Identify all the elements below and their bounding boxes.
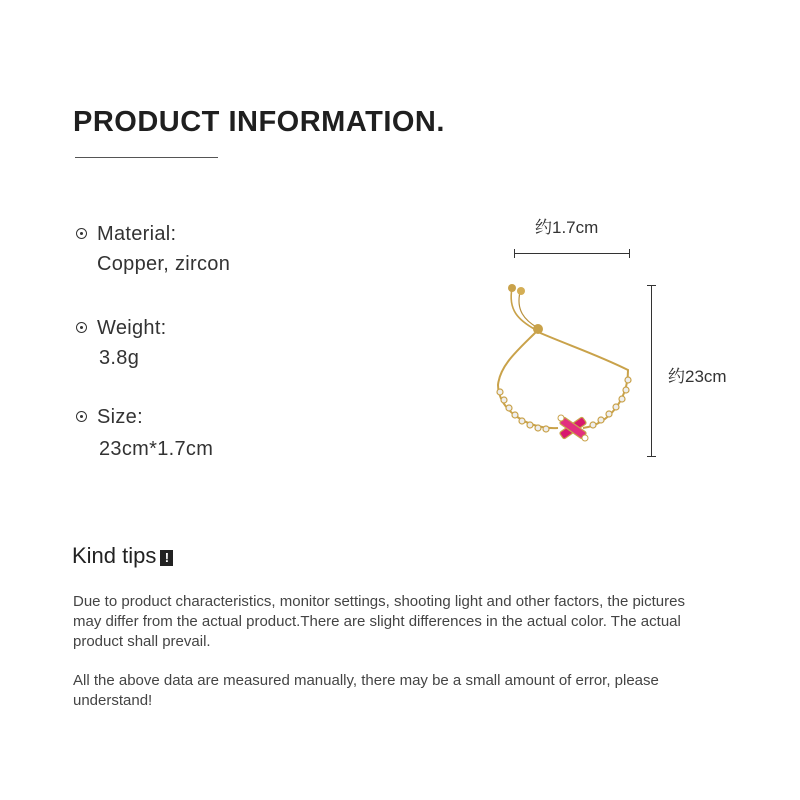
spec-value: Copper, zircon xyxy=(97,253,231,275)
bullet-icon xyxy=(76,322,87,333)
length-dimension-line xyxy=(651,285,652,457)
bracelet-image xyxy=(488,280,638,470)
page-title: PRODUCT INFORMATION. xyxy=(73,106,445,138)
spec-label: Size: xyxy=(97,406,143,428)
spec-label: Weight: xyxy=(97,317,167,339)
kind-tips-title: Kind tips xyxy=(72,543,157,568)
spec-value: 23cm*1.7cm xyxy=(99,438,214,460)
bullet-icon xyxy=(76,411,87,422)
title-underline xyxy=(75,157,218,158)
width-dimension-label: 约1.7cm xyxy=(535,218,599,237)
width-dimension-line xyxy=(514,253,630,254)
kind-tips-heading xyxy=(72,543,173,569)
spec-label: Material: xyxy=(97,223,177,245)
exclamation-icon: ! xyxy=(160,550,173,566)
tips-paragraph-2: All the above data are measured manually, there may be a small amount of error, please understand! xyxy=(73,672,659,709)
bullet-icon xyxy=(76,228,87,239)
spec-value: 3.8g xyxy=(99,347,140,369)
length-dimension-label: 约23cm xyxy=(668,367,727,386)
tips-paragraph-1: Due to product characteristics, monitor settings, shooting light and other factors, the pictures may differ from the actual product.There are slight differences in the actual color. The actual product shall prevail. xyxy=(73,593,685,650)
